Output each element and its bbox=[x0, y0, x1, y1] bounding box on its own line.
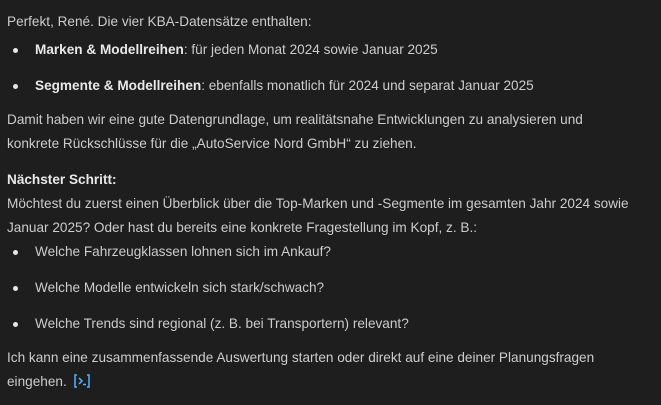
dataset-title: Marken & Modellreihen bbox=[35, 42, 184, 57]
list-item bbox=[7, 312, 653, 336]
next-step-paragraph bbox=[7, 168, 653, 240]
question-list bbox=[7, 240, 653, 336]
dataset-list bbox=[7, 38, 653, 98]
code-reference-icon[interactable] bbox=[73, 373, 91, 397]
basis-line-1: Damit haben wir eine gute Datengrundlage, um realitätsnahe Entwicklungen zu analysieren und bbox=[7, 112, 583, 127]
dataset-desc: : für jeden Monat 2024 sowie Januar 2025 bbox=[183, 42, 438, 57]
closing-line-2: eingehen. bbox=[7, 374, 67, 389]
bullet-icon bbox=[13, 84, 18, 89]
question-text: Welche Trends sind regional (z. B. bei Transportern) relevant? bbox=[35, 316, 409, 331]
dataset-title: Segmente & Modellreihen bbox=[35, 78, 202, 93]
bullet-icon bbox=[13, 250, 18, 255]
question-text: Welche Modelle entwickeln sich stark/schwach? bbox=[35, 280, 325, 295]
dataset-desc: : ebenfalls monatlich für 2024 und separat Januar 2025 bbox=[201, 78, 534, 93]
bullet-icon bbox=[13, 322, 18, 327]
closing-line-1: Ich kann eine zusammenfassende Auswertung starten oder direkt auf eine deiner Planungsfragen bbox=[7, 350, 595, 365]
list-item bbox=[7, 240, 653, 264]
question-text: Welche Fahrzeugklassen lohnen sich im Ankauf? bbox=[35, 244, 331, 259]
next-step-line-2: Januar 2025? Oder hast du bereits eine konkrete Fragestellung im Kopf, z. B.: bbox=[7, 220, 478, 235]
bullet-icon bbox=[13, 48, 18, 53]
basis-paragraph bbox=[7, 108, 653, 156]
bullet-icon bbox=[13, 286, 18, 291]
list-item bbox=[7, 74, 653, 98]
list-item bbox=[7, 38, 653, 62]
list-item bbox=[7, 276, 653, 300]
next-step-line-1: Möchtest du zuerst einen Überblick über die Top-Marken und -Segmente im gesamten Jahr 2024 sowie bbox=[7, 196, 629, 211]
basis-line-2: konkrete Rückschlüsse für die „AutoService Nord GmbH“ zu ziehen. bbox=[7, 136, 417, 151]
closing-paragraph bbox=[7, 346, 653, 397]
next-step-heading: Nächster Schritt: bbox=[7, 172, 117, 187]
intro-text: Perfekt, René. Die vier KBA-Datensätze enthalten: bbox=[7, 14, 312, 29]
